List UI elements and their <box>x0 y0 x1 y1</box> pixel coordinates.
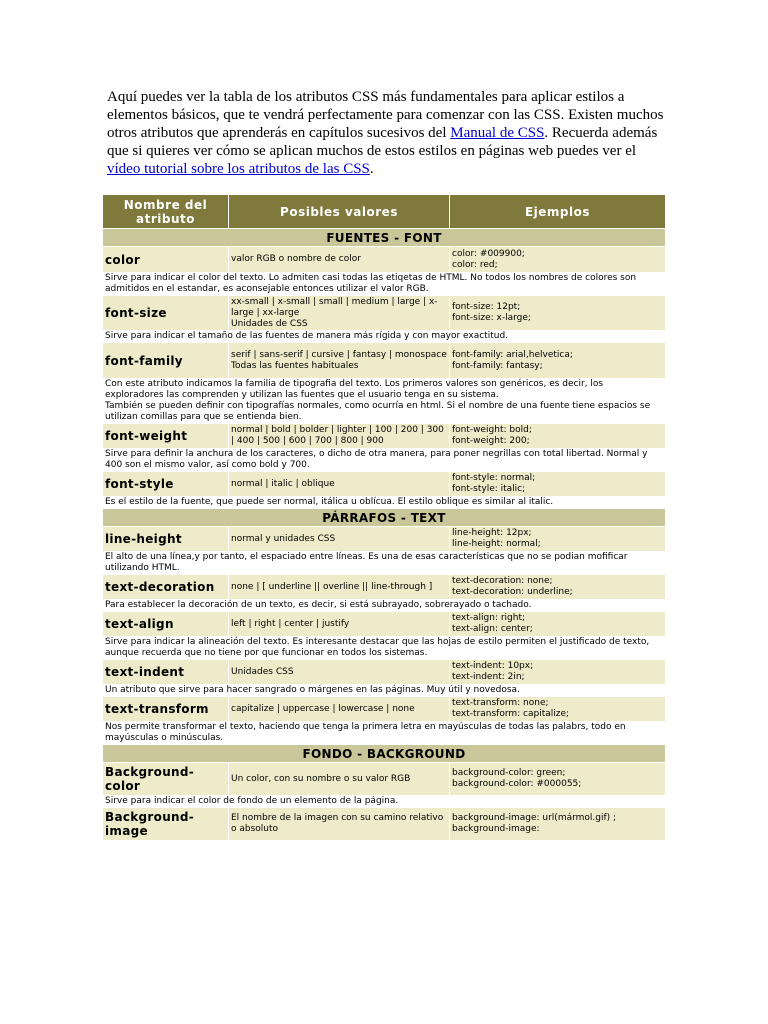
example-2: font-family: fantasy; <box>452 360 543 371</box>
table-row <box>103 296 666 331</box>
header-examples: Ejemplos <box>450 195 666 229</box>
example-2: font-size: x-large; <box>452 313 531 323</box>
attr-examples <box>450 763 666 796</box>
attr-examples <box>450 527 666 552</box>
attr-description: El alto de una línea,y por tanto, el espaciado entre líneas. Es una de esas características que no se podian mofificar utilizando HTML. <box>103 552 666 575</box>
attr-values: left | right | center | justify <box>229 612 450 637</box>
example-1: text-transform: none; <box>452 698 549 708</box>
attr-values: valor RGB o nombre de color <box>229 247 450 273</box>
attr-description: Sirve para indicar la alineación del texto. Es interesante destacar que las hojas de estilo permiten el justificado de texto, aunque recuerda que no tiene por que funcionar en todos los sistemas. <box>103 637 666 660</box>
table-row <box>103 472 666 497</box>
example-2: font-style: italic; <box>452 484 526 494</box>
attr-name: font-size <box>103 296 229 331</box>
attr-examples <box>450 612 666 637</box>
attr-description: Un atributo que sirve para hacer sangrado o márgenes en las páginas. Muy útil y novedosa. <box>103 685 666 697</box>
desc-part-1: Con este atributo indicamos la familia de tipografia del texto. Los primeros valores son genéricos, es decir, los exploradores las comprenden y utilizan las fuentes que el usuario tenga en su sistema. <box>105 379 604 400</box>
attr-name: color <box>103 247 229 273</box>
attr-description <box>103 379 666 424</box>
header-attribute-name: Nombre del atributo <box>103 195 229 229</box>
attr-examples <box>450 424 666 449</box>
table-row <box>103 763 666 796</box>
attr-values: normal y unidades CSS <box>229 527 450 552</box>
header-possible-values: Posibles valores <box>229 195 450 229</box>
example-1: font-family: arial,helvetica; <box>452 349 573 360</box>
table-row <box>103 247 666 273</box>
attr-examples <box>450 660 666 685</box>
table-row <box>103 527 666 552</box>
example-1: color: #009900; <box>452 248 525 259</box>
attr-values-2: Unidades de CSS <box>231 318 308 329</box>
example-2: text-align: center; <box>452 624 533 634</box>
attr-description: Sirve para indicar el tamaño de las fuentes de manera más rígida y con mayor exactitud. <box>103 331 666 343</box>
attr-description: Sirve para indicar el color del texto. Lo admiten casi todas las etiqetas de HTML. No todos los nombres de colores son admitidos en el estandar, es aconsejable entonces utilizar el valor RGB. <box>103 273 666 296</box>
attr-name: line-height <box>103 527 229 552</box>
attr-values-1: serif | sans-serif | cursive | fantasy | monospace <box>231 349 447 360</box>
attr-values <box>229 296 450 331</box>
attr-examples <box>450 247 666 273</box>
table-row <box>103 612 666 637</box>
intro-text-3: . <box>369 161 374 177</box>
example-2: background-color: #000055; <box>452 779 582 789</box>
attr-examples <box>450 808 666 841</box>
attr-values: none | [ underline || overline || line-through ] <box>229 575 450 600</box>
table-row <box>103 343 666 379</box>
example-1: text-indent: 10px; <box>452 661 534 671</box>
attr-name: font-weight <box>103 424 229 449</box>
section-font: FUENTES - FONT <box>103 229 666 247</box>
manual-css-link[interactable]: Manual de CSS <box>450 125 545 141</box>
example-1: text-align: right; <box>452 613 526 623</box>
example-1: background-color: green; <box>452 768 566 778</box>
attr-name: text-decoration <box>103 575 229 600</box>
example-2: text-indent: 2in; <box>452 672 525 682</box>
attr-examples <box>450 296 666 331</box>
attr-name: text-align <box>103 612 229 637</box>
attr-name: Background-image <box>103 808 229 841</box>
example-2: font-weight: 200; <box>452 436 530 446</box>
example-1: font-style: normal; <box>452 473 536 483</box>
example-1: text-decoration: none; <box>452 576 553 586</box>
example-2: background-image: <box>452 824 540 834</box>
attr-description: Sirve para indicar el color de fondo de un elemento de la página. <box>103 796 666 808</box>
intro-text-1: Aquí puedes ver la tabla de los atributos CSS más fundamentales para aplicar estilos a elementos básicos, que te vendrá perfectamente para comenzar con las CSS. Existen muchos otros atributos que aprenderás en capítulos sucesivos del <box>107 89 664 141</box>
desc-part-2: También se pueden definir con tipografías normales, como ocurría en html. Si el nombre de una fuente tiene espacios se utilizan comillas para que se entienda bien. <box>105 401 651 422</box>
table-row <box>103 697 666 722</box>
attr-values-1: xx-small | x-small | small | medium | large | x-large | xx-large <box>231 296 438 318</box>
example-2: line-height: normal; <box>452 539 541 549</box>
attr-examples <box>450 343 666 379</box>
attr-values: El nombre de la imagen con su camino relativo o absoluto <box>229 808 450 841</box>
video-tutorial-link[interactable]: vídeo tutorial sobre los atributos de las CSS <box>107 161 370 177</box>
attr-examples <box>450 697 666 722</box>
example-2: text-decoration: underline; <box>452 587 573 597</box>
table-row <box>103 660 666 685</box>
attr-name: Background-color <box>103 763 229 796</box>
attr-description: Es el estilo de la fuente, que puede ser normal, itálica u oblícua. El estilo oblique es similar al italic. <box>103 497 666 509</box>
example-2: text-transform: capitalize; <box>452 709 570 719</box>
attr-name: font-family <box>103 343 229 379</box>
attr-name: text-transform <box>103 697 229 722</box>
attr-description: Para establecer la decoración de un texto, es decir, si está subrayado, sobrerayado o tachado. <box>103 600 666 612</box>
css-attributes-table <box>102 194 666 841</box>
example-1: font-size: 12pt; <box>452 302 521 312</box>
example-2: color: red; <box>452 259 498 270</box>
attr-values: Unidades CSS <box>229 660 450 685</box>
section-text: PÁRRAFOS - TEXT <box>103 509 666 527</box>
attr-description: Sirve para definir la anchura de los caracteres, o dicho de otra manera, para poner negrillas con total libertad. Normal y 400 son el mismo valor, así como bold y 700. <box>103 449 666 472</box>
section-background: FONDO - BACKGROUND <box>103 745 666 763</box>
attr-values: normal | italic | oblique <box>229 472 450 497</box>
attr-values <box>229 343 450 379</box>
attr-name: text-indent <box>103 660 229 685</box>
intro-text-2: . Recuerda además que si quieres ver cómo se aplican muchos de estos estilos en páginas web puedes ver el <box>107 125 658 159</box>
example-1: line-height: 12px; <box>452 528 532 538</box>
example-1: font-weight: bold; <box>452 425 532 435</box>
attr-values: capitalize | uppercase | lowercase | none <box>229 697 450 722</box>
table-row <box>103 424 666 449</box>
example-1: background-image: url(mármol.gif) ; <box>452 813 617 823</box>
intro-paragraph <box>107 88 667 178</box>
attr-examples <box>450 575 666 600</box>
attr-values: normal | bold | bolder | lighter | 100 | 200 | 300 | 400 | 500 | 600 | 700 | 800 | 900 <box>229 424 450 449</box>
table-row <box>103 575 666 600</box>
attr-values-2: Todas las fuentes habituales <box>231 360 359 371</box>
table-row <box>103 808 666 841</box>
attr-name: font-style <box>103 472 229 497</box>
attr-examples <box>450 472 666 497</box>
attr-description: Nos permite transformar el texto, haciendo que tenga la primera letra en mayúsculas de todas las palabrs, todo en mayúsculas o minúsculas. <box>103 722 666 745</box>
attr-values: Un color, con su nombre o su valor RGB <box>229 763 450 796</box>
